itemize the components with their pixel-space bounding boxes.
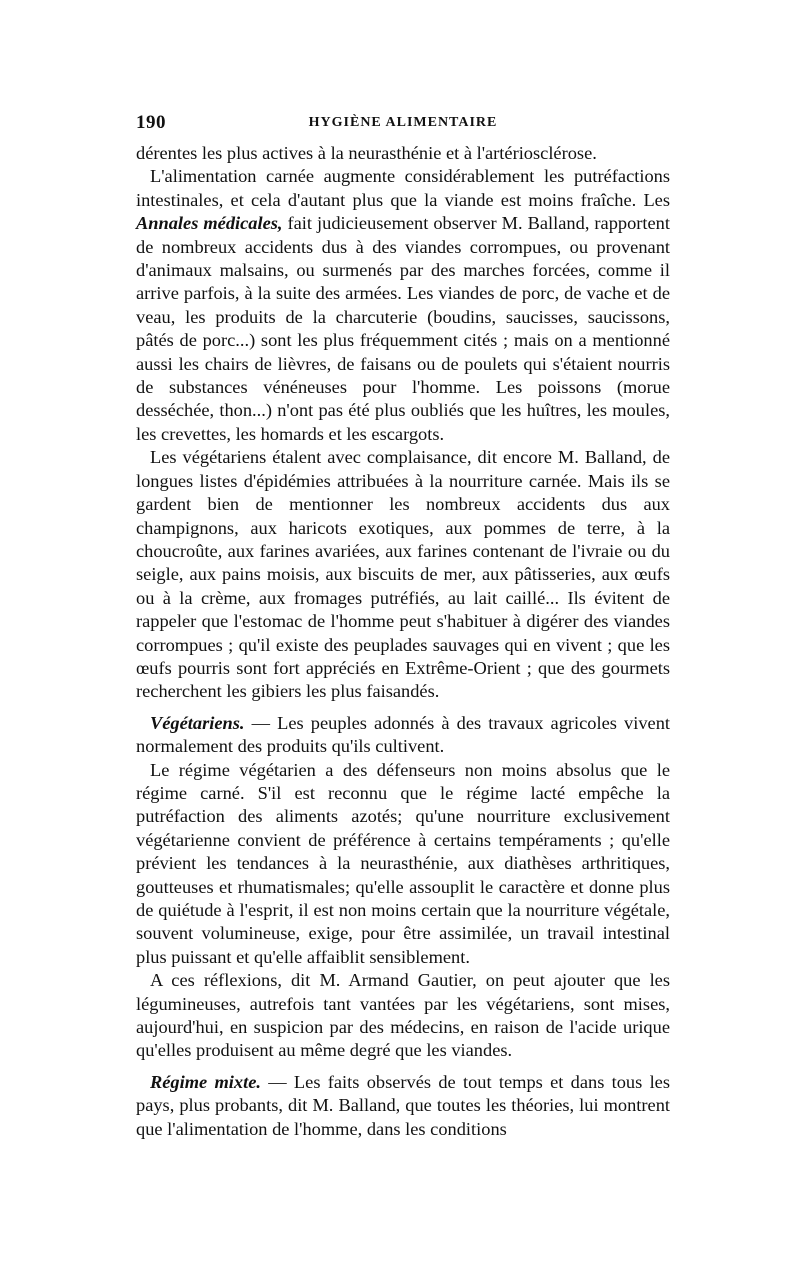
section-heading: Végétariens. xyxy=(150,712,245,733)
running-title: HYGIÈNE ALIMENTAIRE xyxy=(308,115,498,130)
journal-title: Annales médicales, xyxy=(136,213,283,234)
section-regime-mixte xyxy=(136,1071,670,1141)
paragraph-text: L'alimentation carnée augmente considérablement les putréfactions intestinales, et cela d'autant plus que la viande est moins fraîche. Les xyxy=(136,166,670,210)
page-number: 190 xyxy=(136,112,166,133)
paragraph-continuation: dérentes les plus actives à la neurasthénie et à l'artériosclérose. xyxy=(136,143,597,163)
section-heading: Régime mixte. xyxy=(150,1071,261,1092)
paragraph-text: — Les faits observés de tout temps et dans tous les pays, plus probants, dit M. Balland, que toutes les théories, lui montrent que l'alimentation de l'homme, dans les conditions xyxy=(136,1071,670,1139)
paragraph-regime-vegetarien: Le régime végétarien a des défenseurs non moins absolus que le régime carné. S'il est reconnu que le régime lacté empêche la putréfaction des aliments azotés; qu'une nourriture exclusivement végétarienne convient de préférence à certains tempéraments ; qu'elle prévient les tendances à la neurasthénie, aux diathèses arthritiques, goutteuses et rhumatismales; qu'elle assouplit le caractère et donne plus de quiétude à l'esprit, il est non moins certain que la nourriture végétale, souvent volumineuse, exige, pour être assimilée, un travail intestinal plus puissant et qu'elle affaiblit sensiblement. xyxy=(136,759,670,967)
section-vegetariens xyxy=(136,712,670,759)
book-page xyxy=(136,112,670,1141)
paragraph-text: fait judicieusement observer M. Balland, rapportent de nombreux accidents dus à des viandes corrompues, ou provenant d'animaux malsains, ou surmenés par des marches forcées, comme il arrive parfois, à la suite des armées. Les viandes de porc, de vache et de veau, les produits de la charcuterie (boudins, saucisses, saucissons, pâtés de porc...) sont les plus fréquemment cités ; mais on a mentionné aussi les chairs de lièvres, de faisans ou de poulets qui s'étaient nourris de substances vénéneuses pour l'homme. Les poissons (morue desséchée, thon...) n'ont pas été plus oubliés que les huîtres, les moules, les crevettes, les homards et les escargots. xyxy=(136,213,670,444)
paragraph-text: — Les peuples adonnés à des travaux agricoles vivent normalement des produits qu'ils cultivent. xyxy=(136,712,670,757)
body-text xyxy=(136,142,670,1141)
paragraph-vegetariens-listes: Les végétariens étalent avec complaisance, dit encore M. Balland, de longues listes d'épidémies attribuées à la nourriture carnée. Mais ils se gardent bien de mentionner les nombreux accidents dus aux champignons, aux haricots exotiques, aux pommes de terre, à la choucroûte, aux farines avariées, aux farines contenant de l'ivraie ou du seigle, aux pains moisis, aux biscuits de mer, aux pâtisseries, aux œufs ou à la crème, aux fromages putréfiés, au lait caillé... Ils évitent de rappeler que l'estomac de l'homme peut s'habituer à digérer des viandes corrompues ; qu'il existe des peuplades sauvages qui en vivent ; que les œufs pourris sont fort appréciés en Extrême-Orient ; que des gourmets recherchent les gibiers les plus faisandés. xyxy=(136,447,670,702)
paragraph-carnee xyxy=(136,165,670,446)
paragraph-gautier: A ces réflexions, dit M. Armand Gautier, on peut ajouter que les légumineuses, autrefois tant vantées par les végétariens, sont mises, aujourd'hui, en suspicion par des médecins, en raison de l'acide urique qu'elles produisent au même degré que les viandes. xyxy=(136,970,670,1061)
running-head xyxy=(136,112,670,142)
